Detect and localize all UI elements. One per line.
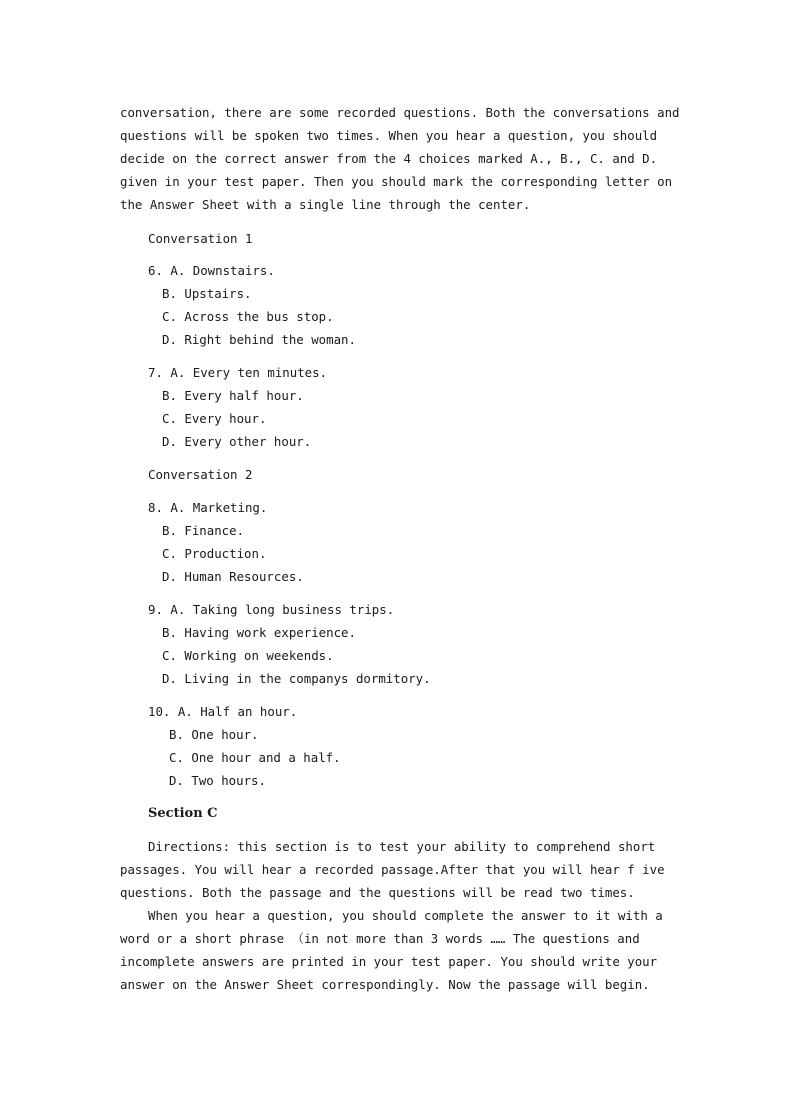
question-9-option-a: 9. A. Taking long business trips. [148, 602, 395, 617]
question-10-option-c: C. One hour and a half. [169, 750, 341, 765]
instructions-line: When you hear a question, you should complete the answer to it with a [148, 908, 663, 923]
question-6-option-a: 6. A. Downstairs. [148, 263, 275, 278]
question-8-option-d: D. Human Resources. [162, 569, 304, 584]
question-9-option-b: B. Having work experience. [162, 625, 356, 640]
directions-line: passages. You will hear a recorded passage.After that you will hear f ive [120, 862, 665, 877]
conversation-2-title: Conversation 2 [148, 467, 253, 482]
intro-line: the Answer Sheet with a single line through the center. [120, 197, 531, 212]
intro-paragraph [120, 101, 680, 216]
question-9-option-c: C. Working on weekends. [162, 648, 334, 663]
question-10-option-d: D. Two hours. [169, 773, 266, 788]
question-8-option-c: C. Production. [162, 546, 267, 561]
directions-line: questions. Both the passage and the questions will be read two times. [120, 885, 635, 900]
directions-line: Directions: this section is to test your ability to comprehend short [148, 839, 656, 854]
question-6-option-c: C. Across the bus stop. [162, 309, 334, 324]
intro-line: conversation, there are some recorded questions. Both the conversations and [120, 105, 680, 120]
question-10 [120, 700, 660, 792]
question-9 [120, 598, 660, 690]
question-7 [120, 361, 660, 453]
question-8 [120, 496, 660, 588]
question-10-option-b: B. One hour. [169, 727, 259, 742]
intro-line: given in your test paper. Then you should mark the corresponding letter on [120, 174, 673, 189]
question-7-option-c: C. Every hour. [162, 411, 267, 426]
instructions-line: incomplete answers are printed in your test paper. You should write your [120, 954, 658, 969]
question-7-option-b: B. Every half hour. [162, 388, 304, 403]
question-8-option-b: B. Finance. [162, 523, 245, 538]
question-7-option-d: D. Every other hour. [162, 434, 312, 449]
intro-line: decide on the correct answer from the 4 choices marked A., B., C. and D. [120, 151, 658, 166]
question-6-option-d: D. Right behind the woman. [162, 332, 356, 347]
section-c-heading: Section C [148, 806, 218, 821]
conversation-1-title: Conversation 1 [148, 231, 253, 246]
question-9-option-d: D. Living in the companys dormitory. [162, 671, 431, 686]
section-c-directions [120, 835, 665, 996]
instructions-line: word or a short phrase （in not more than 3 words …… The questions and [120, 931, 640, 946]
question-6 [120, 259, 660, 351]
question-6-option-b: B. Upstairs. [162, 286, 252, 301]
instructions-line: answer on the Answer Sheet correspondingly. Now the passage will begin. [120, 977, 650, 992]
question-8-option-a: 8. A. Marketing. [148, 500, 268, 515]
question-10-option-a: 10. A. Half an hour. [148, 704, 298, 719]
question-7-option-a: 7. A. Every ten minutes. [148, 365, 328, 380]
intro-line: questions will be spoken two times. When you hear a question, you should [120, 128, 658, 143]
